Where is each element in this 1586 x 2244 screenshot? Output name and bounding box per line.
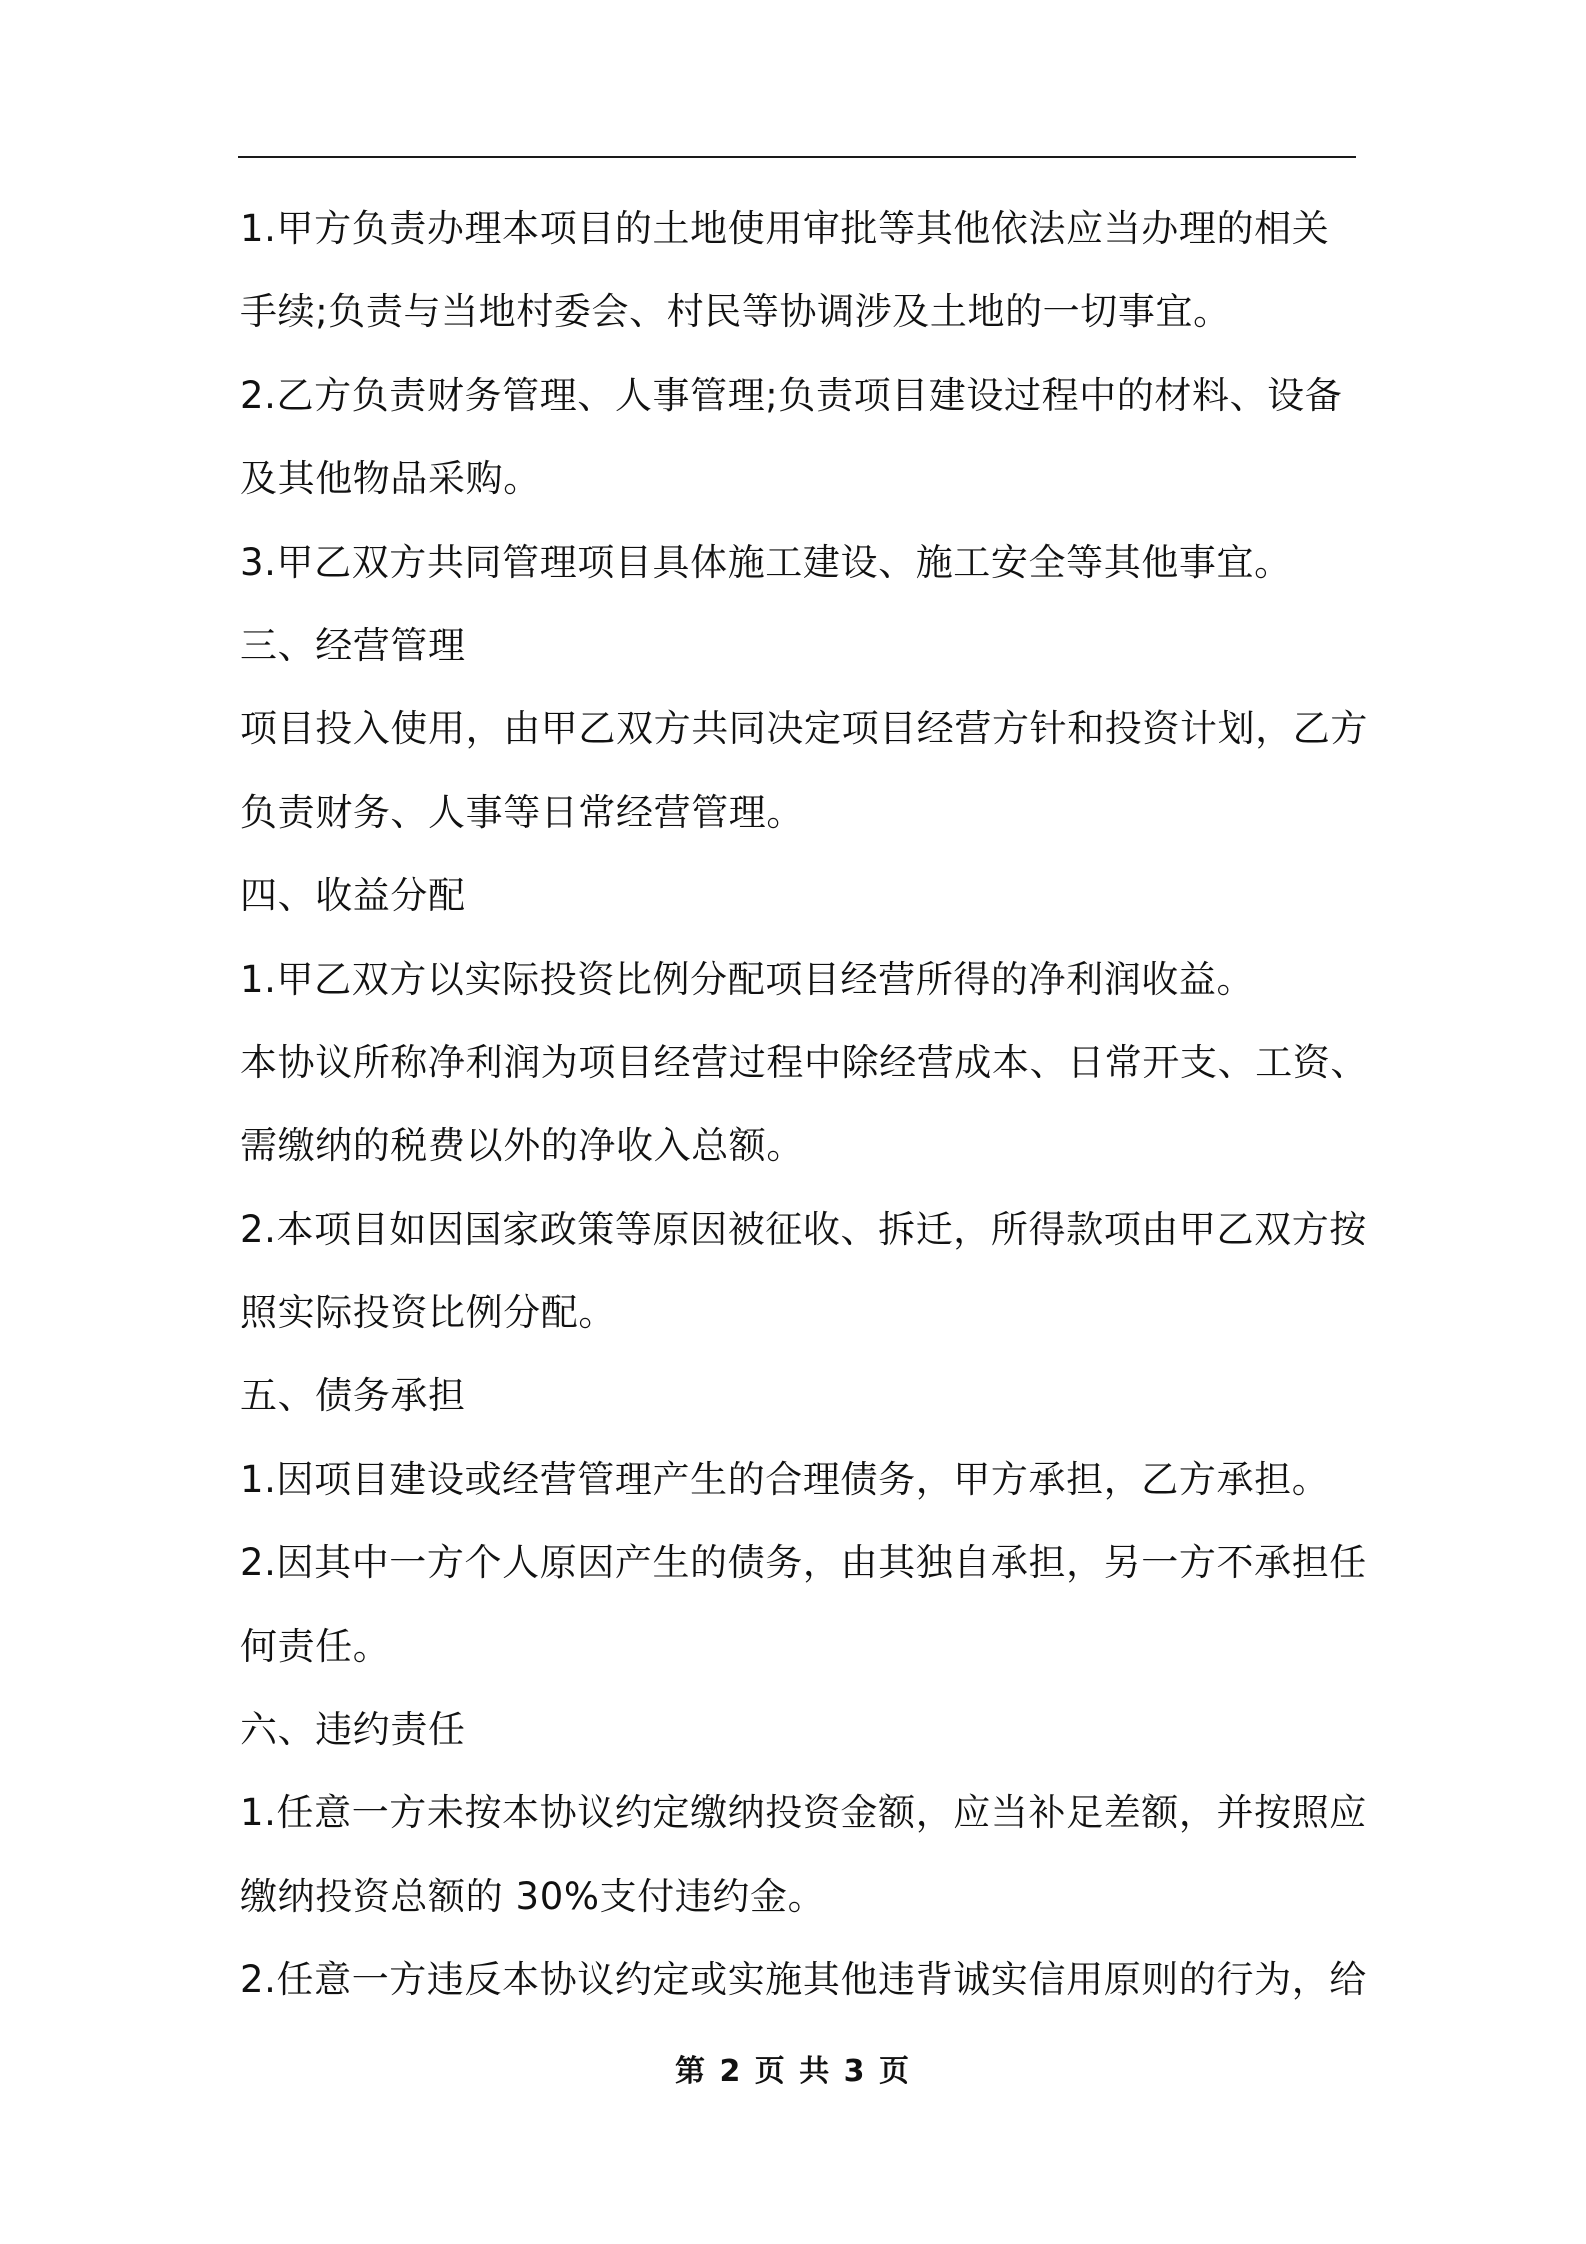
text-line: 1.甲方负责办理本项目的土地使用审批等其他依法应当办理的相关 xyxy=(240,207,1330,250)
text-line: 负责财务、人事等日常经营管理。 xyxy=(240,790,804,834)
section-heading: 四、收益分配 xyxy=(240,874,466,918)
text-line: 2.任意一方违反本协议约定或实施其他违背诚实信用原则的行为，给 xyxy=(240,1958,1367,2002)
text-line: 1.任意一方未按本协议约定缴纳投资金额，应当补足差额，并按照应 xyxy=(240,1791,1367,1835)
document-body xyxy=(240,198,1368,2033)
text-line: 2.因其中一方个人原因产生的债务，由其独自承担，另一方不承担任 xyxy=(240,1541,1367,1585)
text-line: 缴纳投资总额的 30%支付违约金。 xyxy=(240,1874,826,1918)
text-line: 需缴纳的税费以外的净收入总额。 xyxy=(240,1124,804,1168)
text-line: 1.甲乙双方以实际投资比例分配项目经营所得的净利润收益。 xyxy=(240,957,1255,1001)
section-heading: 五、债务承担 xyxy=(240,1374,466,1418)
text-line: 手续;负责与当地村委会、村民等协调涉及土地的一切事宜。 xyxy=(240,290,1231,334)
section-heading: 三、经营管理 xyxy=(240,623,466,667)
text-line: 照实际投资比例分配。 xyxy=(240,1291,616,1335)
text-line: 何责任。 xyxy=(240,1624,391,1668)
page-footer: 第 2 页 共 3 页 xyxy=(675,2054,911,2089)
text-line: 3.甲乙双方共同管理项目具体施工建设、施工安全等其他事宜。 xyxy=(240,540,1292,584)
text-line: 1.因项目建设或经营管理产生的合理债务，甲方承担，乙方承担。 xyxy=(240,1457,1330,1501)
header-divider xyxy=(238,156,1356,158)
text-line: 项目投入使用，由甲乙双方共同决定项目经营方针和投资计划，乙方 xyxy=(240,707,1368,751)
text-line: 及其他物品采购。 xyxy=(240,457,541,501)
text-line: 本协议所称净利润为项目经营过程中除经营成本、日常开支、工资、 xyxy=(240,1040,1368,1084)
text-line: 2.本项目如因国家政策等原因被征收、拆迁，所得款项由甲乙双方按 xyxy=(240,1207,1367,1251)
text-line: 2.乙方负责财务管理、人事管理;负责项目建设过程中的材料、设备 xyxy=(240,373,1343,417)
section-heading: 六、违约责任 xyxy=(240,1708,466,1752)
